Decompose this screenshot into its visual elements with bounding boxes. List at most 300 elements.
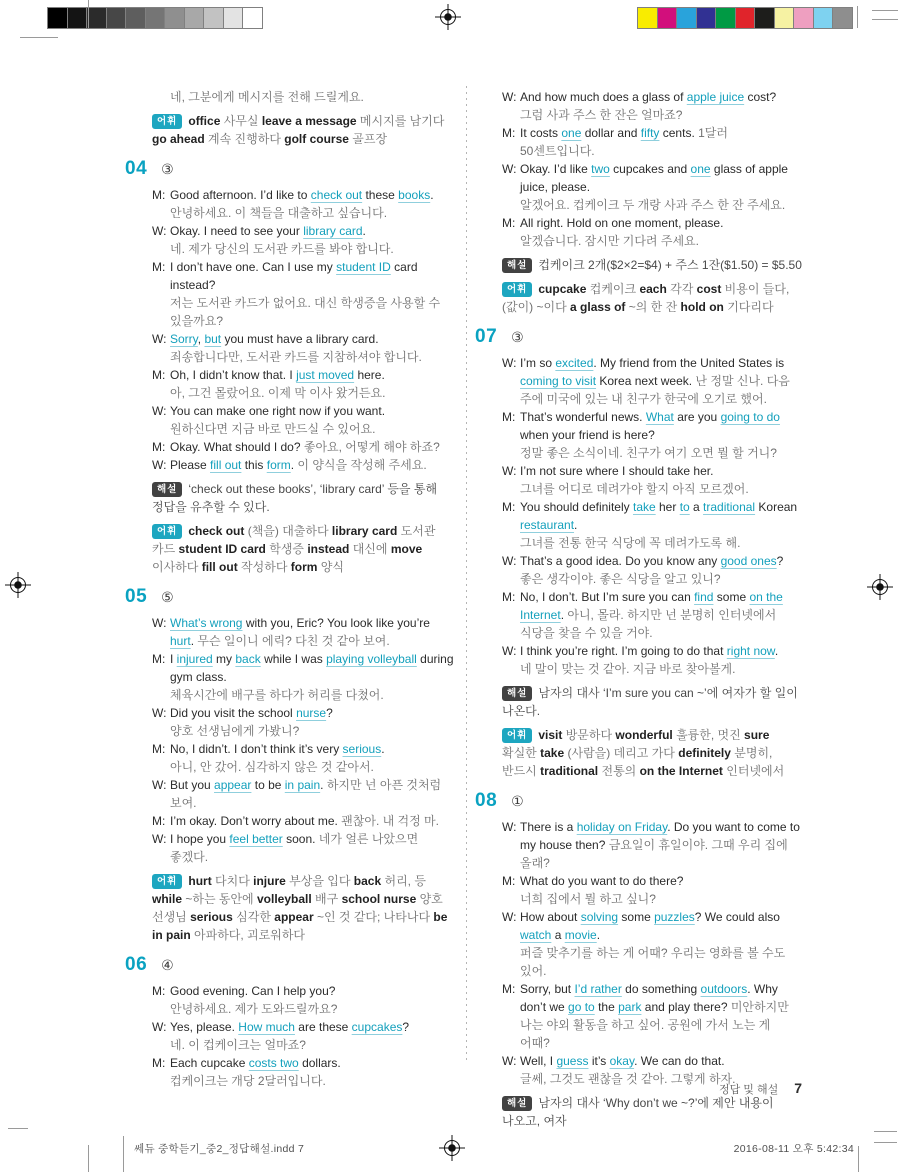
english-text: are these — [294, 1020, 352, 1034]
korean-text: 배구 — [311, 892, 342, 906]
keyword-underlined: hurt — [170, 634, 191, 648]
english-text: Okay. I’d like — [520, 162, 592, 176]
color-swatch — [145, 7, 166, 29]
dialogue-line — [502, 642, 802, 678]
color-swatch — [223, 7, 244, 29]
dialogue-line — [502, 408, 802, 462]
korean-text: ~하는 동안에 — [182, 892, 257, 906]
print-filename: 쎄듀 중학듣기_중2_정답해설.indd 7 — [134, 1143, 305, 1155]
korean-text: 정말 좋은 소식이네. 친구가 여기 오면 뭘 할 거니? — [520, 446, 777, 460]
keyword-underlined: nurse — [296, 706, 327, 720]
section-heading — [475, 789, 802, 813]
vocab-term: back — [353, 874, 382, 888]
korean-text: 네 말이 맞는 것 같아. 지금 바로 찾아볼게. — [520, 662, 736, 676]
english-text: , — [197, 332, 205, 346]
english-text: while I was — [260, 652, 327, 666]
keyword-underlined: fill out — [210, 458, 242, 472]
keyword-underlined: excited — [555, 356, 594, 370]
keyword-underlined: one — [561, 126, 582, 140]
korean-text: 훌륭한, 멋진 — [672, 728, 745, 742]
korean-text: 네. 이 컵케이크는 얼마죠? — [170, 1038, 306, 1052]
english-text: Well, I — [520, 1054, 557, 1068]
english-text: . Do you want to come to my house then? — [520, 820, 800, 852]
page-footer-label: 정답 및 해설 — [718, 1084, 779, 1096]
crop-mark — [874, 1131, 897, 1132]
dialogue-line — [152, 812, 456, 830]
speaker-label: M: — [502, 410, 516, 424]
note-text: 남자의 대사 ‘I’m sure you can ~’에 여자가 할 일이 나온다. — [502, 686, 798, 718]
korean-text: 기다리다 — [723, 300, 774, 314]
keyword-underlined: traditional — [703, 500, 756, 514]
speaker-label: W: — [502, 464, 517, 478]
explanation-badge: 해설 — [502, 686, 532, 701]
color-swatch — [86, 7, 107, 29]
speaker-label: W: — [502, 910, 517, 924]
dialogue-line — [152, 186, 456, 222]
answer-choice: ③ — [511, 328, 524, 345]
keyword-underlined: apple juice — [686, 90, 745, 104]
english-text: it’s — [588, 1054, 610, 1068]
english-text: Good afternoon. I’d like to — [170, 188, 311, 202]
keyword-underlined: appear — [214, 778, 252, 792]
keyword-underlined: fifty — [640, 126, 660, 140]
crop-mark — [858, 1146, 859, 1172]
crop-mark — [20, 37, 58, 38]
korean-text: 아니, 몰라. 하지만 넌 분명히 인터넷에서 식당을 찾을 수 있을 거야. — [520, 608, 777, 640]
speaker-label: W: — [152, 458, 167, 472]
english-text: . — [430, 188, 434, 202]
english-text: a — [551, 928, 565, 942]
vocab-term: on the Internet — [639, 764, 723, 778]
vocab-term: check out — [188, 524, 245, 538]
korean-text: 각각 — [666, 282, 697, 296]
speaker-label: M: — [152, 814, 166, 828]
speaker-label: W: — [152, 332, 167, 346]
keyword-underlined: movie — [564, 928, 597, 942]
keyword-underlined: serious — [342, 742, 382, 756]
vocab-term: cost — [696, 282, 722, 296]
english-text: ? — [402, 1020, 410, 1034]
korean-text: 네, 그분에게 메시지를 전해 드릴게요. — [170, 90, 364, 104]
registration-mark-icon — [435, 4, 461, 30]
korean-text: 대신에 — [349, 542, 391, 556]
english-text: Please — [170, 458, 211, 472]
english-text: . — [596, 928, 601, 942]
color-swatch — [676, 7, 697, 29]
english-text: I’m not sure where I should take her. — [520, 464, 714, 478]
dialogue-line — [152, 402, 456, 438]
vocab-term: library card — [331, 524, 398, 538]
dialogue-line — [502, 88, 802, 124]
explanation-note — [502, 684, 802, 720]
korean-text: 컵케이크는 개당 2달러입니다. — [170, 1074, 326, 1088]
dialogue-line — [502, 552, 802, 588]
english-text: That’s wonderful news. — [520, 410, 646, 424]
english-text: I — [170, 652, 177, 666]
english-text: Did you visit the school — [170, 706, 297, 720]
keyword-underlined: books — [398, 188, 431, 202]
explanation-badge: 해설 — [502, 1096, 532, 1111]
korean-text: 분명히, 반드시 — [502, 746, 773, 778]
keyword-underlined: two — [591, 162, 610, 176]
registration-mark-icon — [867, 574, 893, 600]
vocab-term: wonderful — [615, 728, 673, 742]
keyword-underlined: restaurant — [520, 518, 575, 532]
color-swatch — [125, 7, 146, 29]
korean-text: ~의 한 잔 — [625, 300, 681, 314]
keyword-underlined: good ones — [720, 554, 777, 568]
korean-text: 전통의 — [598, 764, 640, 778]
vocab-term: golf course — [284, 132, 349, 146]
keyword-underlined: What’s wrong — [170, 616, 243, 630]
english-text: I don’t have one. Can I use my — [170, 260, 337, 274]
answer-choice: ③ — [161, 160, 174, 177]
speaker-label: M: — [152, 188, 166, 202]
keyword-underlined: puzzles — [654, 910, 695, 924]
korean-text: 하지만 넌 아픈 것처럼 보여. — [170, 778, 442, 810]
english-text: Good evening. Can I help you? — [170, 984, 336, 998]
korean-text: 그럼 사과 주스 한 잔은 얼마죠? — [520, 108, 683, 122]
explanation-note — [502, 256, 802, 274]
korean-text: 알겠어요. 컵케이크 두 개랑 사과 주스 한 잔 주세요. — [520, 198, 786, 212]
registration-mark-icon — [5, 572, 31, 598]
crop-mark — [857, 6, 858, 28]
dialogue-line — [152, 830, 456, 866]
dialogue-line — [502, 908, 802, 980]
korean-text: 죄송합니다만, 도서관 카드를 지참하셔야 합니다. — [170, 350, 422, 364]
english-text: . — [774, 644, 779, 658]
dialogue-line — [152, 438, 456, 456]
speaker-label: M: — [152, 260, 166, 274]
vocab-badge: 어휘 — [502, 282, 532, 297]
color-swatch — [106, 7, 127, 29]
english-text: Yes, please. — [170, 1020, 239, 1034]
korean-text: 저는 도서관 카드가 없어요. 대신 학생증을 사용할 수 있을까요? — [170, 296, 441, 328]
color-calibration-bar — [638, 7, 853, 29]
keyword-underlined: holiday on Friday — [576, 820, 668, 834]
speaker-label: M: — [152, 984, 166, 998]
speaker-label: W: — [152, 616, 167, 630]
english-text: . — [290, 458, 298, 472]
korean-text: 컵케이크 — [586, 282, 640, 296]
vocab-badge: 어휘 — [152, 114, 182, 129]
crop-mark — [8, 1128, 28, 1129]
section-heading — [125, 585, 456, 609]
speaker-label: W: — [152, 224, 167, 238]
vocab-term: visit — [538, 728, 563, 742]
column-divider — [466, 86, 467, 1060]
english-text: cents. — [659, 126, 699, 140]
english-text: I hope you — [170, 832, 230, 846]
speaker-label: W: — [502, 90, 517, 104]
vocab-note — [152, 112, 456, 148]
color-swatch — [754, 7, 775, 29]
keyword-underlined: guess — [556, 1054, 589, 1068]
english-text: during gym class. — [170, 652, 454, 684]
korean-text: 다치다 — [211, 874, 254, 888]
question-number: 07 — [475, 326, 498, 347]
crop-mark — [123, 1136, 124, 1172]
dialogue-line — [502, 214, 802, 250]
speaker-label: M: — [502, 500, 516, 514]
keyword-underlined: playing volleyball — [326, 652, 417, 666]
keyword-underlined: on the Internet — [520, 590, 783, 622]
color-swatch — [832, 7, 853, 29]
vocab-term: fill out — [201, 560, 238, 574]
keyword-underlined: in pain — [284, 778, 321, 792]
english-text: this — [241, 458, 267, 472]
korean-text: 양식 — [317, 560, 344, 574]
english-text: are you — [673, 410, 721, 424]
vocab-term: definitely — [678, 746, 731, 760]
dialogue-line — [152, 366, 456, 402]
crop-mark — [874, 1142, 897, 1143]
dialogue-line — [152, 704, 456, 740]
keyword-underlined: feel better — [229, 832, 283, 846]
vocab-term: office — [188, 114, 221, 128]
english-text: How about — [520, 910, 581, 924]
english-text: There is a — [520, 820, 577, 834]
keyword-underlined: Sorry — [170, 332, 198, 346]
english-text: ? We could also — [694, 910, 780, 924]
grayscale-calibration-bar — [48, 7, 263, 29]
explanation-note — [152, 480, 456, 516]
dialogue-line — [502, 160, 802, 214]
speaker-label: M: — [502, 982, 516, 996]
speaker-label: W: — [502, 162, 517, 176]
dialogue-line — [502, 354, 802, 408]
english-text: It costs — [520, 126, 562, 140]
speaker-label: M: — [502, 216, 516, 230]
english-text: . We can do that. — [634, 1054, 725, 1068]
color-swatch — [67, 7, 88, 29]
korean-text: 좋은 생각이야. 좋은 식당을 알고 있니? — [520, 572, 721, 586]
korean-text: 양호 선생님 — [152, 892, 443, 924]
korean-text: 그녀를 어디로 데려가야 할지 아직 모르겠어. — [520, 482, 749, 496]
keyword-underlined: to — [679, 500, 690, 514]
korean-text: 아니, 안 갔어. 심각하지 않은 것 같아서. — [170, 760, 374, 774]
color-swatch — [774, 7, 795, 29]
english-text: Each cupcake — [170, 1056, 249, 1070]
speaker-label: W: — [502, 356, 517, 370]
korean-text: 안녕하세요. 제가 도와드릴까요? — [170, 1002, 338, 1016]
english-text: some — [713, 590, 750, 604]
english-text: my — [212, 652, 236, 666]
english-text: You should definitely — [520, 500, 633, 514]
note-text: ‘check out these books’, ‘library card’ 등을 통해 정답을 유추할 수 있다. — [152, 482, 438, 514]
dialogue-line — [152, 222, 456, 258]
korean-text: 방문하다 — [562, 728, 616, 742]
korean-text: 인터넷에서 — [722, 764, 785, 778]
section-heading — [125, 157, 456, 181]
color-swatch — [242, 7, 263, 29]
speaker-label: M: — [152, 440, 166, 454]
korean-text: 골프장 — [348, 132, 388, 146]
color-swatch — [813, 7, 834, 29]
korean-text: (책을) 대출하다 — [244, 524, 332, 538]
english-text: some — [618, 910, 655, 924]
vocab-term: serious — [190, 910, 233, 924]
keyword-underlined: check out — [310, 188, 363, 202]
english-text: I think you’re right. I’m going to do that — [520, 644, 727, 658]
dialogue-line — [502, 980, 802, 1052]
korean-text: 좋아요, 어떻게 해야 하죠? — [303, 440, 440, 454]
english-text: and play there? — [641, 1000, 731, 1014]
english-text: ? — [326, 706, 333, 720]
crop-mark — [872, 19, 898, 20]
korean-text: 심각한 — [232, 910, 275, 924]
english-text: dollar and — [581, 126, 641, 140]
speaker-label: W: — [502, 1054, 517, 1068]
korean-text: 허리, 등 — [381, 874, 426, 888]
english-text: dollars. — [298, 1056, 341, 1070]
speaker-label: W: — [152, 706, 167, 720]
question-number: 04 — [125, 158, 148, 179]
page-footer — [719, 1080, 802, 1097]
dialogue-line — [152, 258, 456, 330]
vocab-term: a glass of — [570, 300, 626, 314]
english-text: Oh, I didn’t know that. I — [170, 368, 297, 382]
keyword-underlined: library card — [303, 224, 363, 238]
english-text: when your friend is here? — [520, 428, 655, 442]
keyword-underlined: I’d rather — [574, 982, 622, 996]
english-text: Korea next week. — [596, 374, 696, 388]
keyword-underlined: take — [632, 500, 656, 514]
registration-mark-icon — [439, 1135, 465, 1161]
speaker-label: W: — [502, 820, 517, 834]
korean-text: 네. 제가 당신의 도서관 카드를 봐야 합니다. — [170, 242, 394, 256]
english-text: . — [560, 608, 568, 622]
speaker-label: W: — [152, 832, 167, 846]
korean-text: 비용이 들다, (값이) ~이다 — [502, 282, 790, 314]
korean-text: ~인 것 같다; 나타나다 — [313, 910, 434, 924]
dialogue-line — [152, 88, 456, 106]
english-text: here. — [354, 368, 385, 382]
note-text: 컵케이크 2개($2×2=$4) + 주스 1잔($1.50) = $5.50 — [538, 258, 802, 272]
keyword-underlined: watch — [520, 928, 552, 942]
english-text: All right. Hold on one moment, please. — [520, 216, 724, 230]
english-text: No, I didn’t. I don’t think it’s very — [170, 742, 343, 756]
vocab-note — [152, 522, 456, 576]
color-swatch — [47, 7, 68, 29]
dialogue-line — [152, 982, 456, 1018]
keyword-underlined: going to do — [720, 410, 780, 424]
color-swatch — [657, 7, 678, 29]
korean-text: 사무실 — [220, 114, 262, 128]
keyword-underlined: student ID — [336, 260, 391, 274]
vocab-term: injure — [253, 874, 286, 888]
korean-text: 그녀를 전통 한국 식당에 꼭 데려가도록 해. — [520, 536, 741, 550]
korean-text: 난 정말 신나. 다음 주에 미국에 있는 내 친구가 한국에 오기로 했어. — [520, 374, 790, 406]
vocab-badge: 어휘 — [152, 874, 182, 889]
dialogue-line — [152, 776, 456, 812]
color-swatch — [164, 7, 185, 29]
english-text: I’m okay. Don’t worry about me. — [170, 814, 342, 828]
dialogue-line — [152, 456, 456, 474]
answer-choice: ① — [511, 792, 524, 809]
english-text: Sorry, but — [520, 982, 575, 996]
vocab-term: appear — [274, 910, 314, 924]
english-text: I’m so — [520, 356, 556, 370]
english-text: ? — [776, 554, 784, 568]
english-text: her — [655, 500, 680, 514]
dialogue-line — [152, 740, 456, 776]
korean-text: 원하신다면 지금 바로 만드실 수 있어요. — [170, 422, 376, 436]
korean-text: 알겠습니다. 잠시만 기다려 주세요. — [520, 234, 699, 248]
keyword-underlined: park — [618, 1000, 642, 1014]
korean-text: 네가 얼른 나았으면 좋겠다. — [170, 832, 419, 864]
vocab-term: cupcake — [538, 282, 587, 296]
color-swatch — [735, 7, 756, 29]
answer-choice: ⑤ — [161, 588, 174, 605]
korean-text: 작성하다 — [237, 560, 291, 574]
speaker-label: M: — [152, 1056, 166, 1070]
keyword-underlined: cupcakes — [351, 1020, 403, 1034]
vocab-term: traditional — [540, 764, 599, 778]
explanation-note — [502, 1094, 802, 1130]
korean-text: 퍼즐 맞추기를 하는 게 어때? 우리는 영화를 볼 수도 있어. — [520, 946, 786, 978]
english-text: cost? — [744, 90, 777, 104]
english-text: . My friend from the United States is — [593, 356, 785, 370]
vocab-term: leave a message — [261, 114, 357, 128]
korean-text: 체육시간에 배구를 하다가 허리를 다쳤어. — [170, 688, 384, 702]
keyword-underlined: find — [694, 590, 714, 604]
korean-text: 메시지를 남기다 — [356, 114, 445, 128]
keyword-underlined: right now — [726, 644, 775, 658]
crop-mark — [88, 1145, 89, 1172]
speaker-label: W: — [152, 1020, 167, 1034]
dialogue-line — [152, 1054, 456, 1090]
vocab-term: hurt — [188, 874, 212, 888]
english-text: do something — [621, 982, 701, 996]
question-number: 08 — [475, 790, 498, 811]
dialogue-line — [152, 614, 456, 650]
english-text: . — [362, 224, 366, 238]
dialogue-line — [152, 330, 456, 366]
left-column — [125, 88, 456, 1090]
english-text: soon. — [282, 832, 319, 846]
english-text: a — [689, 500, 704, 514]
vocab-term: move — [390, 542, 423, 556]
english-text: glass of apple juice, please. — [520, 162, 788, 194]
note-text: 남자의 대사 ‘Why don’t we ~?’에 제안 내용이 나오고, 여자 — [502, 1096, 774, 1128]
english-text: cupcakes and — [609, 162, 691, 176]
keyword-underlined: coming to visit — [520, 374, 597, 388]
korean-text: 글쎄, 그것도 괜찮을 것 같아. 그렇게 하자. — [520, 1072, 736, 1086]
section-heading — [125, 953, 456, 977]
vocab-term: take — [540, 746, 565, 760]
vocab-badge: 어휘 — [502, 728, 532, 743]
korean-text: 1달러 50센트입니다. — [520, 126, 728, 158]
crop-mark — [872, 10, 898, 11]
dialogue-line — [152, 650, 456, 704]
english-text: But you — [170, 778, 215, 792]
page-number: 7 — [794, 1080, 802, 1096]
english-text: What do you want to do there? — [520, 874, 684, 888]
vocab-badge: 어휘 — [152, 524, 182, 539]
keyword-underlined: injured — [176, 652, 213, 666]
explanation-badge: 해설 — [502, 258, 532, 273]
vocab-term: school nurse — [341, 892, 417, 906]
english-text: . Why don’t we — [520, 982, 778, 1014]
dialogue-line — [502, 124, 802, 160]
korean-text: 이 양식을 작성해 주세요. — [297, 458, 427, 472]
english-text: Okay. What should I do? — [170, 440, 304, 454]
explanation-badge: 해설 — [152, 482, 182, 497]
english-text: you must have a library card. — [221, 332, 379, 346]
speaker-label: W: — [152, 404, 167, 418]
english-text: . — [381, 742, 385, 756]
